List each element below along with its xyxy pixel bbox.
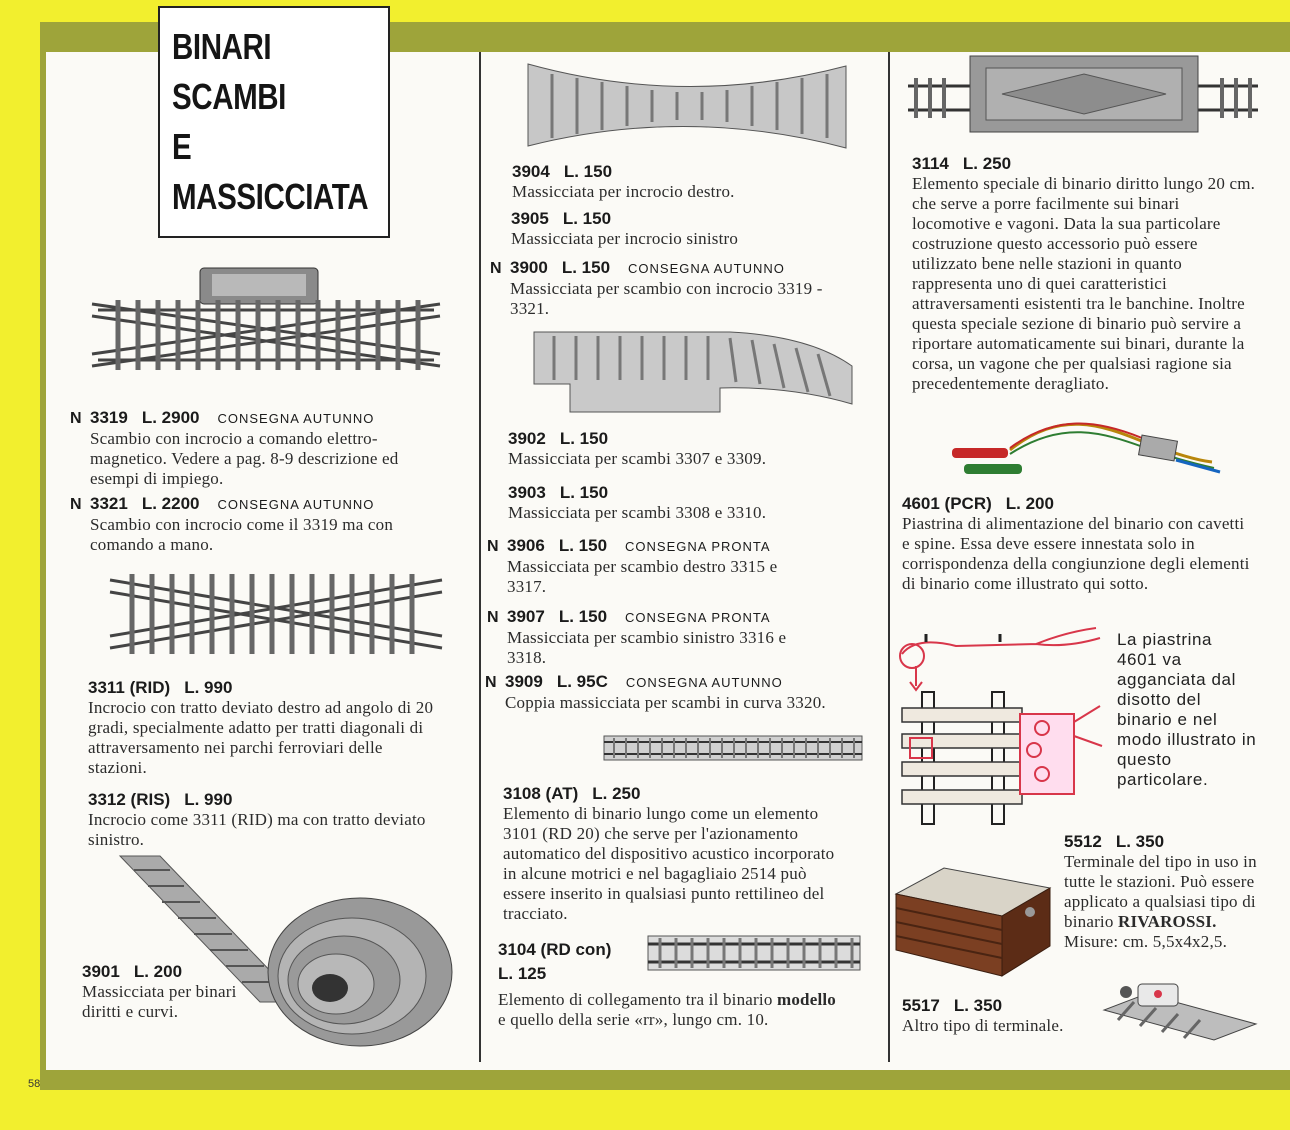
brand-name: RIVAROSSI.: [1118, 912, 1217, 931]
product-5512: [1064, 832, 1258, 952]
mounting-detail-drawing: [896, 626, 1110, 826]
bumper-5517-image: [1094, 980, 1262, 1060]
track-3108-image: [602, 730, 864, 766]
product-code: 3104 (RD con): [498, 940, 612, 959]
new-product-icon: N: [70, 410, 82, 427]
product-3909: [485, 672, 855, 713]
product-price: L. 150: [561, 258, 611, 277]
product-description: Massicciata per scambio sinistro 3316 e 3318.: [507, 628, 787, 667]
product-description: [1064, 852, 1258, 952]
product-3903: [508, 483, 848, 523]
product-3900: [490, 258, 850, 319]
product-3902: [508, 429, 848, 469]
title-line-4: MASSICCIATA: [172, 176, 369, 217]
product-price: L. 250: [962, 154, 1012, 173]
new-product-icon: N: [70, 496, 82, 513]
delivery-note: CONSEGNA AUTUNNO: [628, 261, 785, 276]
product-price: L. 2200: [141, 494, 200, 513]
ballast-3904-image: [522, 60, 852, 152]
product-3114: [912, 154, 1260, 394]
product-code: 3904: [512, 162, 550, 181]
product-description: Scambio con incrocio come il 3319 ma con comando a mano.: [90, 515, 394, 554]
product-description: Scambio con incrocio a comando elettro-magnetico. Vedere a pag. 8-9 descrizione ed esempi di impiego.: [90, 429, 399, 488]
mounting-note: La piastrina 4601 va agganciata dal disotto del binario e nel modo illustrato in questo particolare.: [1117, 630, 1257, 789]
page-number: 58: [28, 1078, 41, 1090]
product-description: Altro tipo di terminale.: [902, 1016, 1064, 1035]
product-description: Coppia massicciata per scambi in curva 3320.: [505, 693, 826, 712]
product-price: L. 200: [1005, 494, 1054, 513]
product-price: L. 250: [592, 784, 641, 803]
description-part: Misure: cm. 5,5x4x2,5.: [1064, 932, 1228, 951]
description-bold: modello: [776, 990, 836, 1009]
product-code: 5512: [1064, 832, 1102, 851]
new-product-icon: N: [490, 260, 502, 277]
product-code: 3903: [508, 483, 546, 502]
product-description: Piastrina di alimentazione del binario con cavetti e spine. Essa deve essere innestata solo in corrispondenza della congiunzione degli elementi di binario come illustrato qui sotto.: [902, 514, 1250, 593]
product-price: L. 350: [953, 996, 1003, 1015]
delivery-note: CONSEGNA PRONTA: [625, 539, 771, 554]
title-line-2: SCAMBI: [172, 76, 286, 117]
title-box: [158, 6, 390, 238]
product-description: Incrocio come 3311 (RID) ma con tratto deviato sinistro.: [88, 810, 426, 849]
product-code: 3902: [508, 429, 546, 448]
product-description: Massicciata per binari diritti e curvi.: [82, 982, 237, 1021]
crossing-3319-image: [88, 266, 444, 386]
product-description: Massicciata per incrocio sinistro: [511, 229, 739, 248]
product-code: 3108 (AT): [503, 784, 579, 803]
product-price: L. 95C: [556, 672, 608, 691]
product-code: 4601 (PCR): [902, 494, 992, 513]
product-code: 3114: [912, 154, 949, 173]
product-code: 3900: [510, 258, 548, 277]
product-code: 3906: [507, 536, 545, 555]
connector-4601-image: [950, 420, 1232, 484]
ballast-roll-image: [110, 852, 456, 1052]
product-3321: [70, 494, 438, 555]
product-price: L. 150: [559, 429, 609, 448]
product-3901: [82, 962, 252, 1022]
delivery-note: CONSEGNA AUTUNNO: [217, 411, 375, 426]
product-code: 5517: [902, 996, 940, 1015]
column-divider-1: [479, 52, 481, 1062]
product-3907: [487, 607, 849, 668]
product-3904: [512, 162, 852, 202]
product-3319: [70, 408, 438, 489]
new-product-icon: N: [485, 674, 497, 691]
product-code: 3311 (RID): [88, 678, 171, 697]
product-description: Massicciata per scambi 3307 e 3309.: [508, 449, 767, 468]
product-3104-description: [498, 990, 848, 1030]
product-code: 3907: [507, 607, 545, 626]
delivery-note: CONSEGNA AUTUNNO: [625, 675, 783, 690]
product-price: L. 150: [558, 536, 608, 555]
description-part: Terminale del tipo in uso in tutte le stazioni. Può essere applicato a qualsiasi tipo di binario: [1064, 852, 1257, 931]
product-description: Elemento di binario lungo come un elemento 3101 (RD 20) che serve per l'azionamento automatico del dispositivo acustico incorporato in alcune motrici e nel bagagliaio 2514 può essere inserito in qualsiasi punto rettilineo del tracciato.: [503, 804, 835, 923]
track-3104-image: [646, 930, 862, 976]
ballast-3902-image: [530, 326, 856, 422]
product-code: 3909: [505, 672, 543, 691]
title-line-3: E: [172, 126, 192, 167]
olive-frame-bottom: [40, 1068, 1290, 1090]
product-price: L. 2900: [141, 408, 200, 427]
title-line-1: BINARI: [172, 26, 272, 67]
product-code: 3905: [511, 209, 549, 228]
rerailer-3114-image: [906, 54, 1260, 134]
product-description: Massicciata per scambio con incrocio 3319 - 3321.: [510, 279, 823, 318]
product-price: L. 990: [184, 790, 233, 809]
product-code: 3319: [90, 408, 128, 427]
bumper-5512-image: [890, 852, 1056, 982]
product-3905: [511, 209, 851, 249]
product-price: L. 350: [1115, 832, 1165, 851]
crossing-3311-image: [108, 566, 444, 662]
product-price: L. 125: [498, 964, 547, 983]
product-price: L. 150: [558, 607, 608, 626]
product-price: L. 990: [184, 678, 233, 697]
product-price: L. 150: [563, 162, 613, 181]
product-description: Massicciata per incrocio destro.: [512, 182, 735, 201]
product-5517: [902, 996, 1088, 1036]
product-price: L. 150: [562, 209, 612, 228]
product-code: 3901: [82, 962, 120, 981]
product-description: Elemento speciale di binario diritto lungo 20 cm. che serve a porre facilmente sui binari locomotive e vagoni. Data la sua particolare costruzione questo accessorio può essere utilizzato bene nelle stazioni in quanto rappresenta uno di quei caratteristici attraversamenti esistenti tra le banchine. Inoltre questa speciale sezione di binario può servire a riportare automaticamente sui binari, durante la corsa, un vagone che per qualsiasi ragione sia precedentemente deragliato.: [912, 174, 1256, 393]
description-part: e quello della serie «rr», lungo cm. 10.: [498, 1010, 769, 1029]
product-description: Massicciata per scambi 3308 e 3310.: [508, 503, 767, 522]
delivery-note: CONSEGNA PRONTA: [625, 610, 771, 625]
product-3104: [498, 940, 648, 984]
new-product-icon: N: [487, 538, 499, 555]
product-code: 3321: [90, 494, 128, 513]
product-description: Massicciata per scambio destro 3315 e 3317.: [507, 557, 778, 596]
product-3312: [88, 790, 438, 850]
product-3906: [487, 536, 849, 597]
product-description: Incrocio con tratto deviato destro ad angolo di 20 gradi, specialmente adatto per tratti diagonali di attraversamento nei parchi ferroviari delle stazioni.: [88, 698, 434, 777]
delivery-note: CONSEGNA AUTUNNO: [217, 497, 375, 512]
product-code: 3312 (RIS): [88, 790, 171, 809]
product-price: L. 150: [559, 483, 609, 502]
description-part: Elemento di collegamento tra il binario: [498, 990, 773, 1009]
new-product-icon: N: [487, 609, 499, 626]
product-4601: [902, 494, 1252, 594]
product-price: L. 200: [133, 962, 183, 981]
product-3108: [503, 784, 849, 924]
product-3311: [88, 678, 438, 778]
